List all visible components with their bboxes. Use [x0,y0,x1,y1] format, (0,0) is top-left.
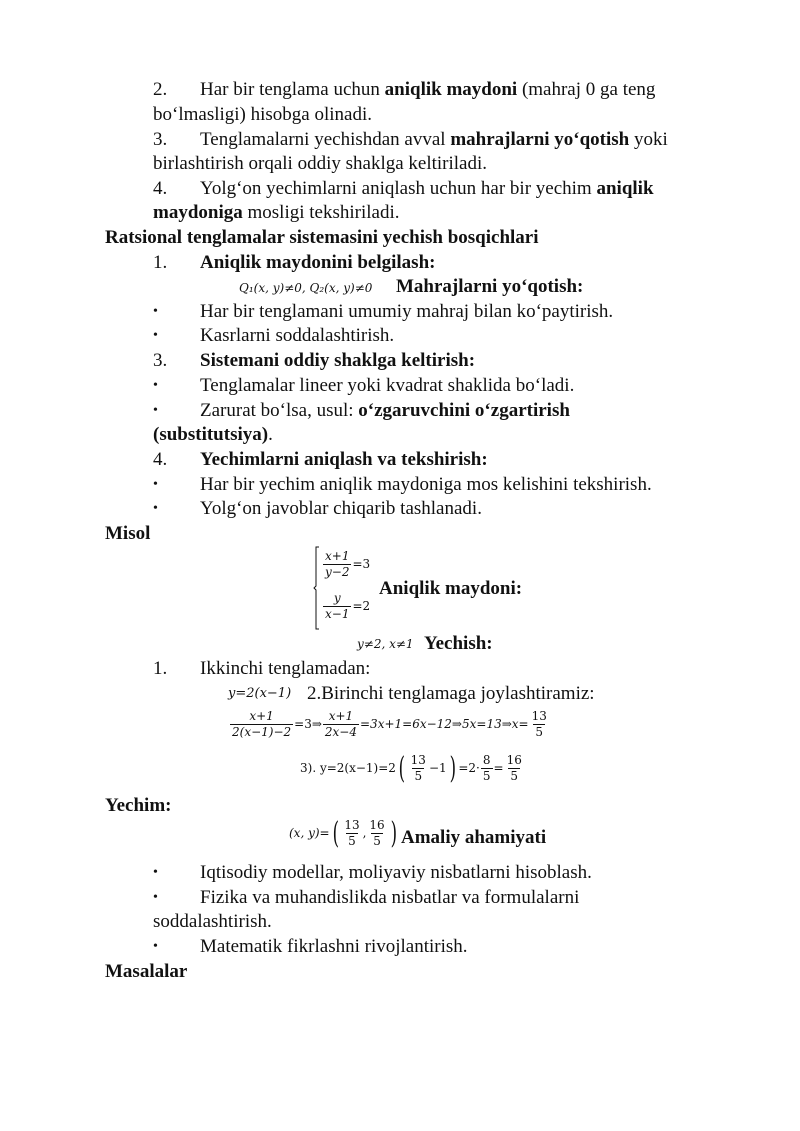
bullet-text: Kasrlarni soddalashtirish. [200,325,395,346]
step-number: 3. [153,350,168,371]
bullet-icon: • [153,501,158,516]
section-heading: Ratsional tenglamalar sistemasini yechish bosqichlari [105,227,539,248]
item-text-continued: bo‘lmasligi) hisobga olinadi. [153,104,373,125]
substitution-formula: y=2(x−1) [228,686,292,701]
step-number: 1. [153,252,168,273]
item-text: Yolg‘on yechimlarni aniqlash uchun har bir yechim aniqlik [200,178,654,199]
item-text-continued: birlashtirish orqali oddiy shaklga keltiriladi. [153,153,488,174]
item-text: Tenglamalarni yechishdan avval mahrajlarni yo‘qotish yoki [200,129,668,150]
domain-label: Aniqlik maydoni: [379,578,523,599]
bullet-icon: • [153,328,158,343]
bullet-text: Tenglamalar lineer yoki kvadrat shaklida bo‘ladi. [200,375,575,396]
system-equation-1: $\frac{x+1}{y-2}$ =3 [325,549,371,579]
answer-formula: (x, y)=( $\frac{13}{5}$ , $\frac{16}{5}$ ) [289,815,397,851]
step-title: Sistemani oddiy shaklga keltirish: [200,350,476,371]
domain-formula: Q₁(x, y)≠0, Q₂(x, y)≠0 [239,281,373,295]
bullet-text: Matematik fikrlashni rivojlantirish. [200,936,468,957]
item-number: 2. [153,79,168,100]
bullet-icon: • [153,477,158,492]
solution-label: Yechish: [424,633,493,654]
item-number: 3. [153,129,168,150]
item-number: 4. [153,178,168,199]
section-heading: Yechim: [105,795,172,816]
bullet-text: Har bir yechim aniqlik maydoniga mos kelishini tekshirish. [200,474,652,495]
step-title: Mahrajlarni yo‘qotish: [396,276,584,297]
practical-label: Amaliy ahamiyati [401,827,547,848]
section-heading: Misol [105,523,151,544]
step-number: 4. [153,449,168,470]
bullet-text: Yolg‘on javoblar chiqarib tashlanadi. [200,498,482,519]
domain-formula: y≠2, x≠1 [357,637,414,651]
bullet-icon: • [153,890,158,905]
bullet-icon: • [153,378,158,393]
bullet-text: Fizika va muhandislikda nisbatlar va formulalarni [200,887,580,908]
section-heading: Masalalar [105,961,188,982]
step-number: 1. [153,658,168,679]
bullet-text-continued: soddalashtirish. [153,911,272,932]
item-text-continued: maydoniga mosligi tekshiriladi. [153,202,400,223]
bullet-icon: • [153,939,158,954]
step3-formula: 3). y=2(x−1)=2( $\frac{13}{5}$ −1) =2· $\frac{8}{5}$ = $\frac{16}{5}$ [300,750,522,786]
system-equation-2: $\frac{y}{x-1}$ =2 [325,591,371,621]
bullet-icon: • [153,865,158,880]
bullet-icon: • [153,403,158,418]
bullet-text: Iqtisodiy modellar, moliyaviy nisbatlarni hisoblash. [200,862,592,883]
bullet-icon: • [153,304,158,319]
bullet-text: Zarurat bo‘lsa, usul: o‘zgaruvchini o‘zgartirish [200,400,570,421]
item-text: Har bir tenglama uchun aniqlik maydoni (mahraj 0 ga teng [200,79,656,100]
step-text: 2.Birinchi tenglamaga joylashtiramiz: [307,683,595,704]
bullet-text: Har bir tenglamani umumiy mahraj bilan ko‘paytirish. [200,301,614,322]
step-text: Ikkinchi tenglamadan: [200,658,371,679]
derivation-chain: $\frac{x+1}{2(x-1)-2}$ =3⇒ $\frac{x+1}{2x-4}$ =3x+1=6x−12⇒5x=13⇒x= $\frac{13}{5}$ [232,709,547,739]
step-title: Aniqlik maydonini belgilash: [200,252,436,273]
bullet-text-continued: (substitutsiya). [153,424,273,445]
step-title: Yechimlarni aniqlash va tekshirish: [200,449,488,470]
